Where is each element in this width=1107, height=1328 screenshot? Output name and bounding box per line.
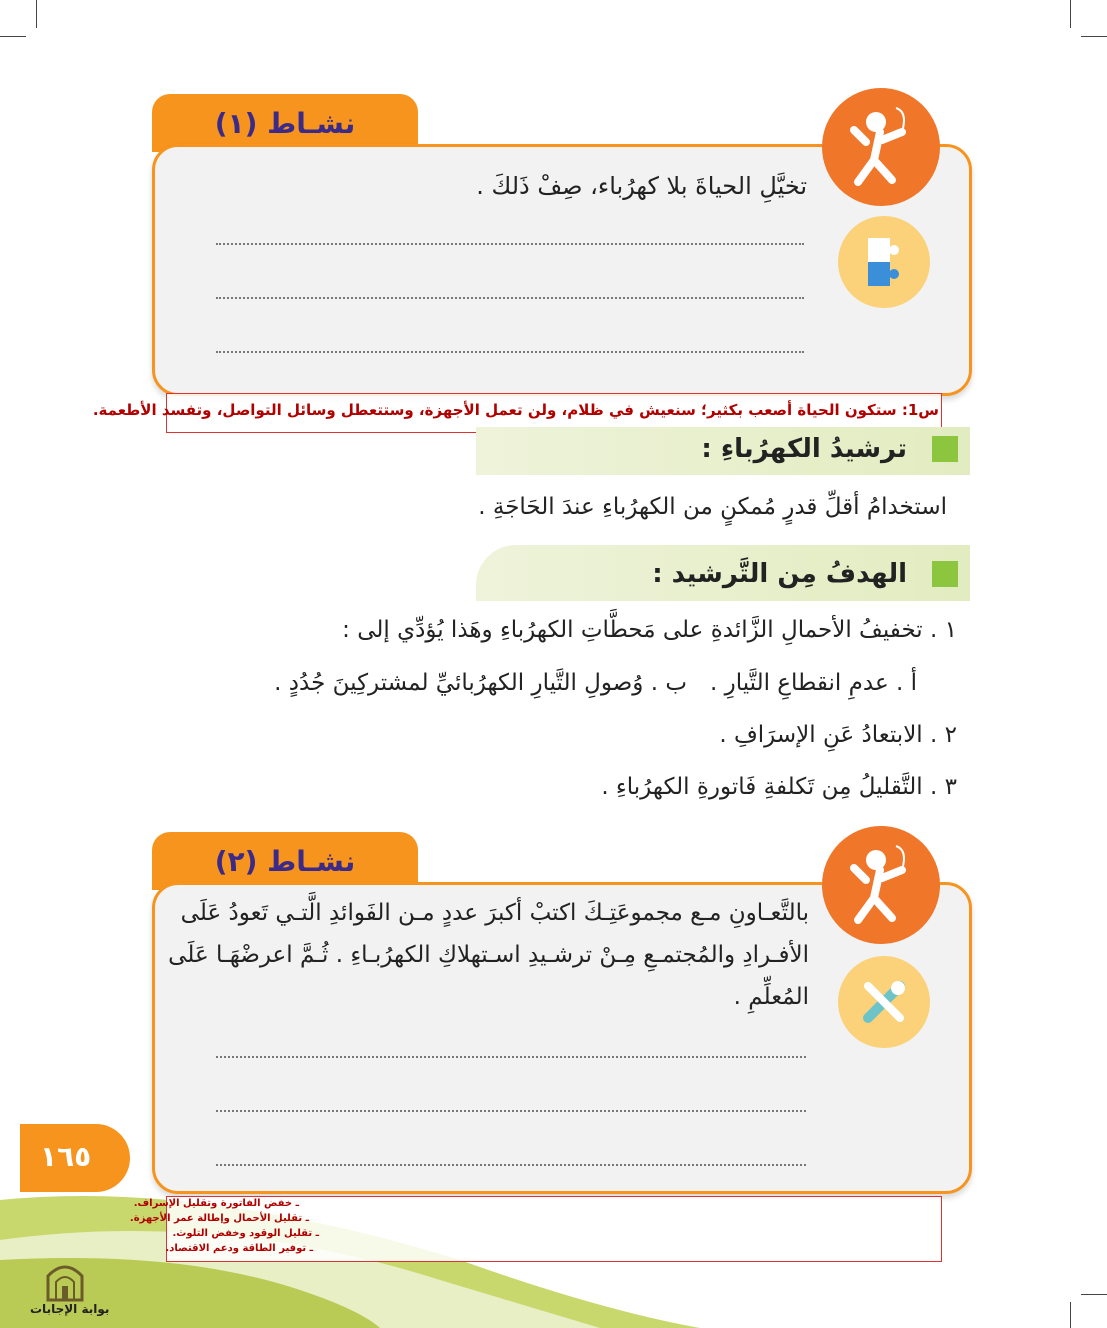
watermark-text: بوابة الإجابات — [30, 1302, 110, 1316]
objective-item-1a: أ . عدمِ انقطاعِ التَّيارِ . — [709, 670, 917, 696]
answer-line — [216, 1110, 806, 1112]
objective-item-2: ٢ . الابتعادُ عَنِ الإسرَافِ . — [719, 722, 957, 748]
answer2-line2: ـ تقليل الأحمال وإطالة عمر الأجهزة. — [129, 1213, 309, 1224]
tools-icon — [838, 956, 930, 1048]
crop-mark — [36, 0, 37, 28]
objective-item-1b: ب . وُصولِ التَّيارِ الكهرُبائيِّ لمشتركِينَ جُدُدٍ . — [274, 670, 687, 696]
answer-line — [216, 297, 804, 299]
section1-definition: استخدامُ أقلِّ قدرٍ مُمكنٍ من الكهرُباءِ عندَ الحَاجَةِ . — [478, 494, 947, 520]
answer1-text: س1: ستكون الحياة أصعب بكثير؛ سنعيش في ظلام، ولن تعمل الأجهزة، وستتعطل وسائل التواصل، وتفسد الأطعمة. — [92, 401, 939, 419]
answer2-line3: ـ تقليل الوقود وخفض التلوث. — [172, 1228, 319, 1239]
activity2-line2: الأفـرادِ والمُجتمـعِ مِـنْ ترشـيدِ اسـتهلاكِ الكهرُبـاءِ . ثُـمَّ اعرضْهَـا عَلَى — [168, 942, 809, 968]
objective-item-3: ٣ . التَّقليلُ مِن تَكلفةِ فَاتورةِ الكهرُباءِ . — [601, 774, 957, 800]
activity2-line3: المُعلِّمِ . — [733, 984, 809, 1010]
activity-badge-icon — [822, 826, 940, 944]
activity2-title: نشـاط (٢) — [214, 844, 356, 878]
activity1-prompt: تخيَّلِ الحياةَ بلا كهرُباء، صِفْ ذَلكَ . — [476, 172, 807, 200]
answer2-line1: ـ خفض الفاتورة وتقليل الإسراف. — [133, 1198, 299, 1209]
crop-mark — [1070, 0, 1071, 28]
activity1-title: نشـاط (١) — [214, 106, 356, 140]
crop-mark — [1081, 1294, 1107, 1295]
section2-bullet — [932, 561, 958, 587]
watermark-logo-icon — [42, 1256, 88, 1302]
answer-line — [216, 1056, 806, 1058]
answer2-line4: ـ توفير الطاقة ودعم الاقتصاد. — [165, 1243, 313, 1254]
objective-item-1: ١ . تخفيفُ الأحمالِ الزَّائدةِ على مَحطَّاتِ الكهرُباءِ وهَذا يُؤدِّي إلى : — [342, 617, 957, 643]
crop-mark — [1081, 36, 1107, 37]
crop-mark — [0, 36, 26, 37]
section2-title: الهدفُ مِن التَّرشيد : — [652, 559, 907, 589]
crop-mark — [1070, 1302, 1071, 1328]
answer-line — [216, 351, 804, 353]
activity-badge-icon — [822, 88, 940, 206]
activity2-line1: بالتَّعـاونِ مـع مجموعَتِـكَ اكتبْ أكبرَ عددٍ مـن الفَوائدِ الَّتـي تَعودُ عَلَى — [180, 900, 809, 926]
section1-title: ترشيدُ الكهرُباءِ : — [701, 434, 907, 464]
section1-bullet — [932, 436, 958, 462]
puzzle-icon — [838, 216, 930, 308]
page-number: ١٦٥ — [40, 1140, 92, 1173]
answer-line — [216, 243, 804, 245]
